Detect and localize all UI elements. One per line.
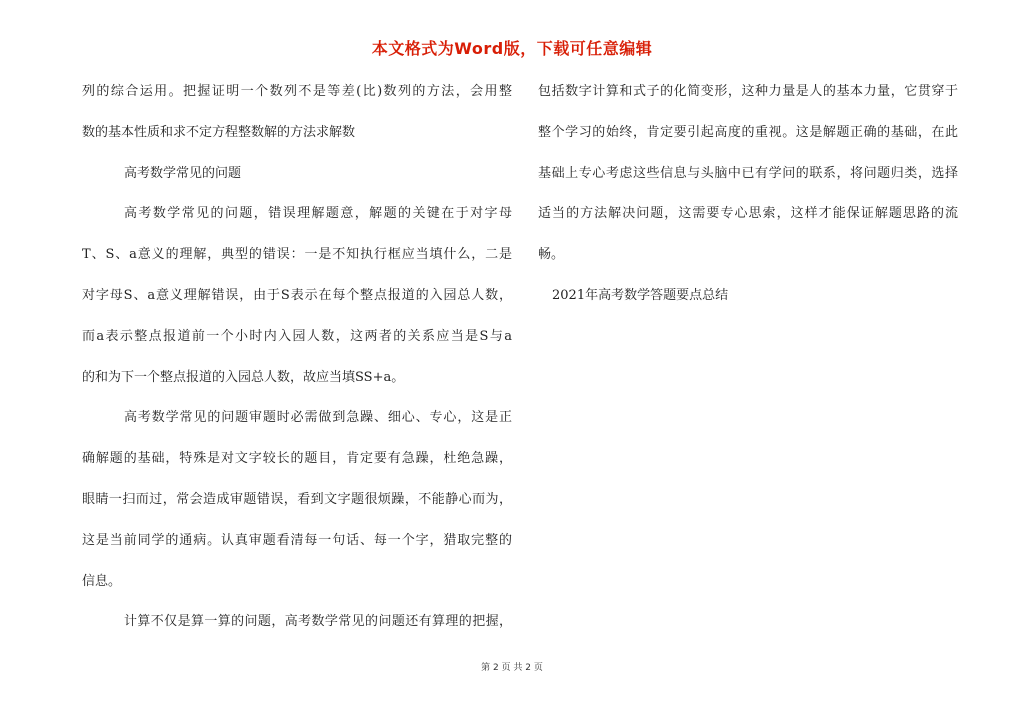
text-line: 整个学习的始终，肯定要引起高度的重视。这是解题正确的基础，在此 xyxy=(538,124,958,140)
section-heading: 2021年高考数学答题要点总结 xyxy=(552,287,729,303)
text-line: 而a表示整点报道前一个小时内入园人数，这两者的关系应当是S与a xyxy=(82,328,512,344)
text-line: 适当的方法解决问题，这需要专心思索，这样才能保证解题思路的流 xyxy=(538,206,958,222)
right-text-column xyxy=(538,78,958,323)
text-line: 确解题的基础，特殊是对文字较长的题目，肯定要有急躁，杜绝急躁， xyxy=(82,451,512,467)
text-line: 列的综合运用。把握证明一个数列不是等差(比)数列的方法，会用整 xyxy=(82,84,512,99)
text-line: 这是当前同学的通病。认真审题看清每一句话、每一个字，猎取完整的 xyxy=(82,532,512,548)
left-text-column xyxy=(82,78,512,649)
text-line: 的和为下一个整点报道的入园总人数，故应当填SS+a。 xyxy=(82,369,405,385)
text-line: 数的基本性质和求不定方程整数解的方法求解数 xyxy=(82,124,356,140)
text-line: 包括数字计算和式子的化简变形，这种力量是人的基本力量，它贯穿于 xyxy=(538,84,958,99)
text-line: 基础上专心考虑这些信息与头脑中已有学问的联系，将问题归类，选择 xyxy=(538,165,958,181)
text-line: 眼睛一扫而过，常会造成审题错误，看到文字题很烦躁，不能静心而为， xyxy=(82,491,512,507)
download-banner: 本文格式为Word版，下载可任意编辑 xyxy=(371,39,653,58)
section-heading: 高考数学常见的问题 xyxy=(124,165,242,181)
text-line: T、S、a意义的理解，典型的错误：一是不知执行框应当填什么，二是 xyxy=(82,247,512,263)
text-line: 信息。 xyxy=(82,573,122,589)
page-number: 第 2 页 共 2 页 xyxy=(481,663,543,673)
text-line: 对字母S、a意义理解错误，由于S表示在每个整点报道的入园总人数， xyxy=(82,287,512,303)
text-line: 高考数学常见的问题，错误理解题意，解题的关键在于对字母 xyxy=(124,206,512,222)
text-line: 计算不仅是算一算的问题，高考数学常见的问题还有算理的把握， xyxy=(124,614,512,630)
text-line: 畅。 xyxy=(538,247,565,263)
text-line: 高考数学常见的问题审题时必需做到急躁、细心、专心，这是正 xyxy=(124,410,512,426)
